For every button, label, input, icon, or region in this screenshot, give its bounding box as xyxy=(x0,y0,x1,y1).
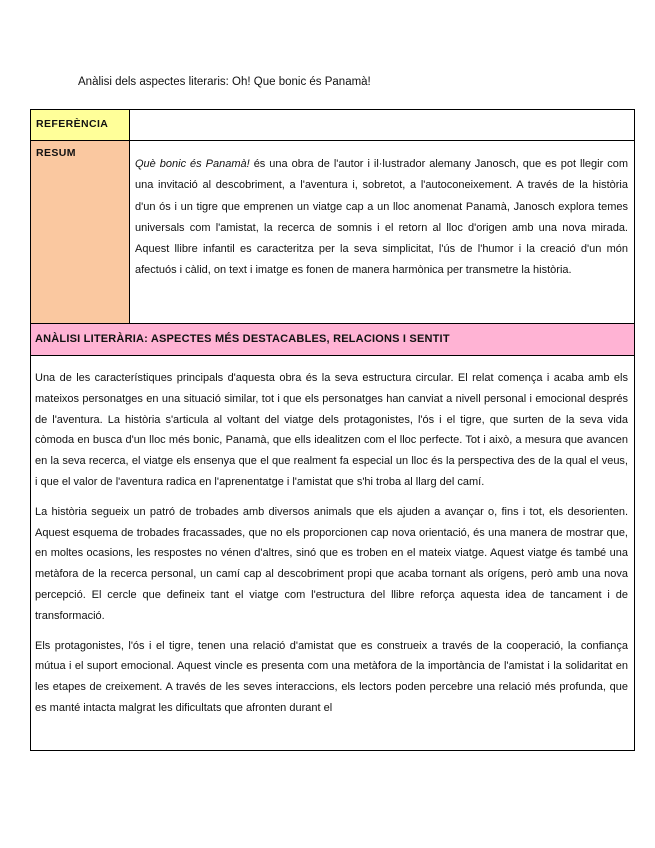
referencia-row xyxy=(31,110,634,140)
resum-text xyxy=(130,141,634,323)
book-title: Què bonic és Panamà! xyxy=(135,158,250,170)
referencia-label: REFERÈNCIA xyxy=(31,110,130,140)
document-title: Anàlisi dels aspectes literaris: Oh! Que bonic és Panamà! xyxy=(78,76,371,88)
resum-body: és una obra de l'autor i il·lustrador alemany Janosch, que es pot llegir com una invitació al descobriment, a l'aventura i, sobretot, a l'autoconeixement. A través de la història d'un ós i un tigre que emprenen un viatge cap a un lloc anomenat Panamà, Janosch explora temes universals com l'amistat, la recerca de somnis i el retorn al lloc d'origen amb una nova mirada. Aquest llibre infantil es caracteritza per la seva simplicitat, l'ús de l'humor i la creació d'un món afectuós i càlid, on text i imatge es fonen de manera harmònica per transmetre la història. xyxy=(135,158,629,277)
analysis-table xyxy=(30,109,635,751)
referencia-value xyxy=(130,110,634,140)
analysis-paragraph: Una de les característiques principals d'aquesta obra és la seva estructura circular. El relat comença i acaba amb els mateixos personatges en una situació similar, tot i que els personatges han canviat a nivell personal i emocional després de l'aventura. La història s'articula al voltant del viatge dels protagonistes, l'ós i el tigre, que surten de la seva vida còmoda en busca d'un lloc més bonic, Panamà, que ells idealitzen com el lloc perfecte. Tot i això, a mesura que avancen en la seva recerca, el viatge els ensenya que el que realment fa especial un lloc és la perspectiva des de la qual el veus, i que el valor de l'aventura radica en l'aprenentatge i l'amistat que s'hi troba al llarg del camí. xyxy=(35,372,628,488)
resum-row xyxy=(31,140,634,323)
resum-label: RESUM xyxy=(31,141,130,323)
analysis-header: ANÀLISI LITERÀRIA: ASPECTES MÉS DESTACABLES, RELACIONS I SENTIT xyxy=(31,323,634,355)
analysis-paragraph: La història segueix un patró de trobades amb diversos animals que els ajuden a avançar o, fins i tot, els desorienten. Aquest esquema de trobades fracassades, que no els proporcionen cap nova orientació, és una manera de mostrar que, en moltes ocasions, les respostes no vénen d'altres, sinó que es troben en el mateix viatge. Aquest viatge és també una metàfora de la recerca personal, un camí cap al descobriment propi que acaba tornant als orígens, però amb una nova percepció. El cercle que defineix tant el viatge com l'estructura del llibre reforça aquesta idea de tancament i de transformació. xyxy=(35,505,628,622)
analysis-body xyxy=(31,355,634,750)
analysis-paragraph: Els protagonistes, l'ós i el tigre, tenen una relació d'amistat que es construeix a través de la cooperació, la confiança mútua i el suport emocional. Aquest vincle es presenta com una metàfora de la importància de l'amistat i la solidaritat en les etapes de creixement. A través de les seves interaccions, els lectors poden percebre una relació més profunda, que es manté intacta malgrat les dificultats que afronten durant el xyxy=(35,639,628,714)
